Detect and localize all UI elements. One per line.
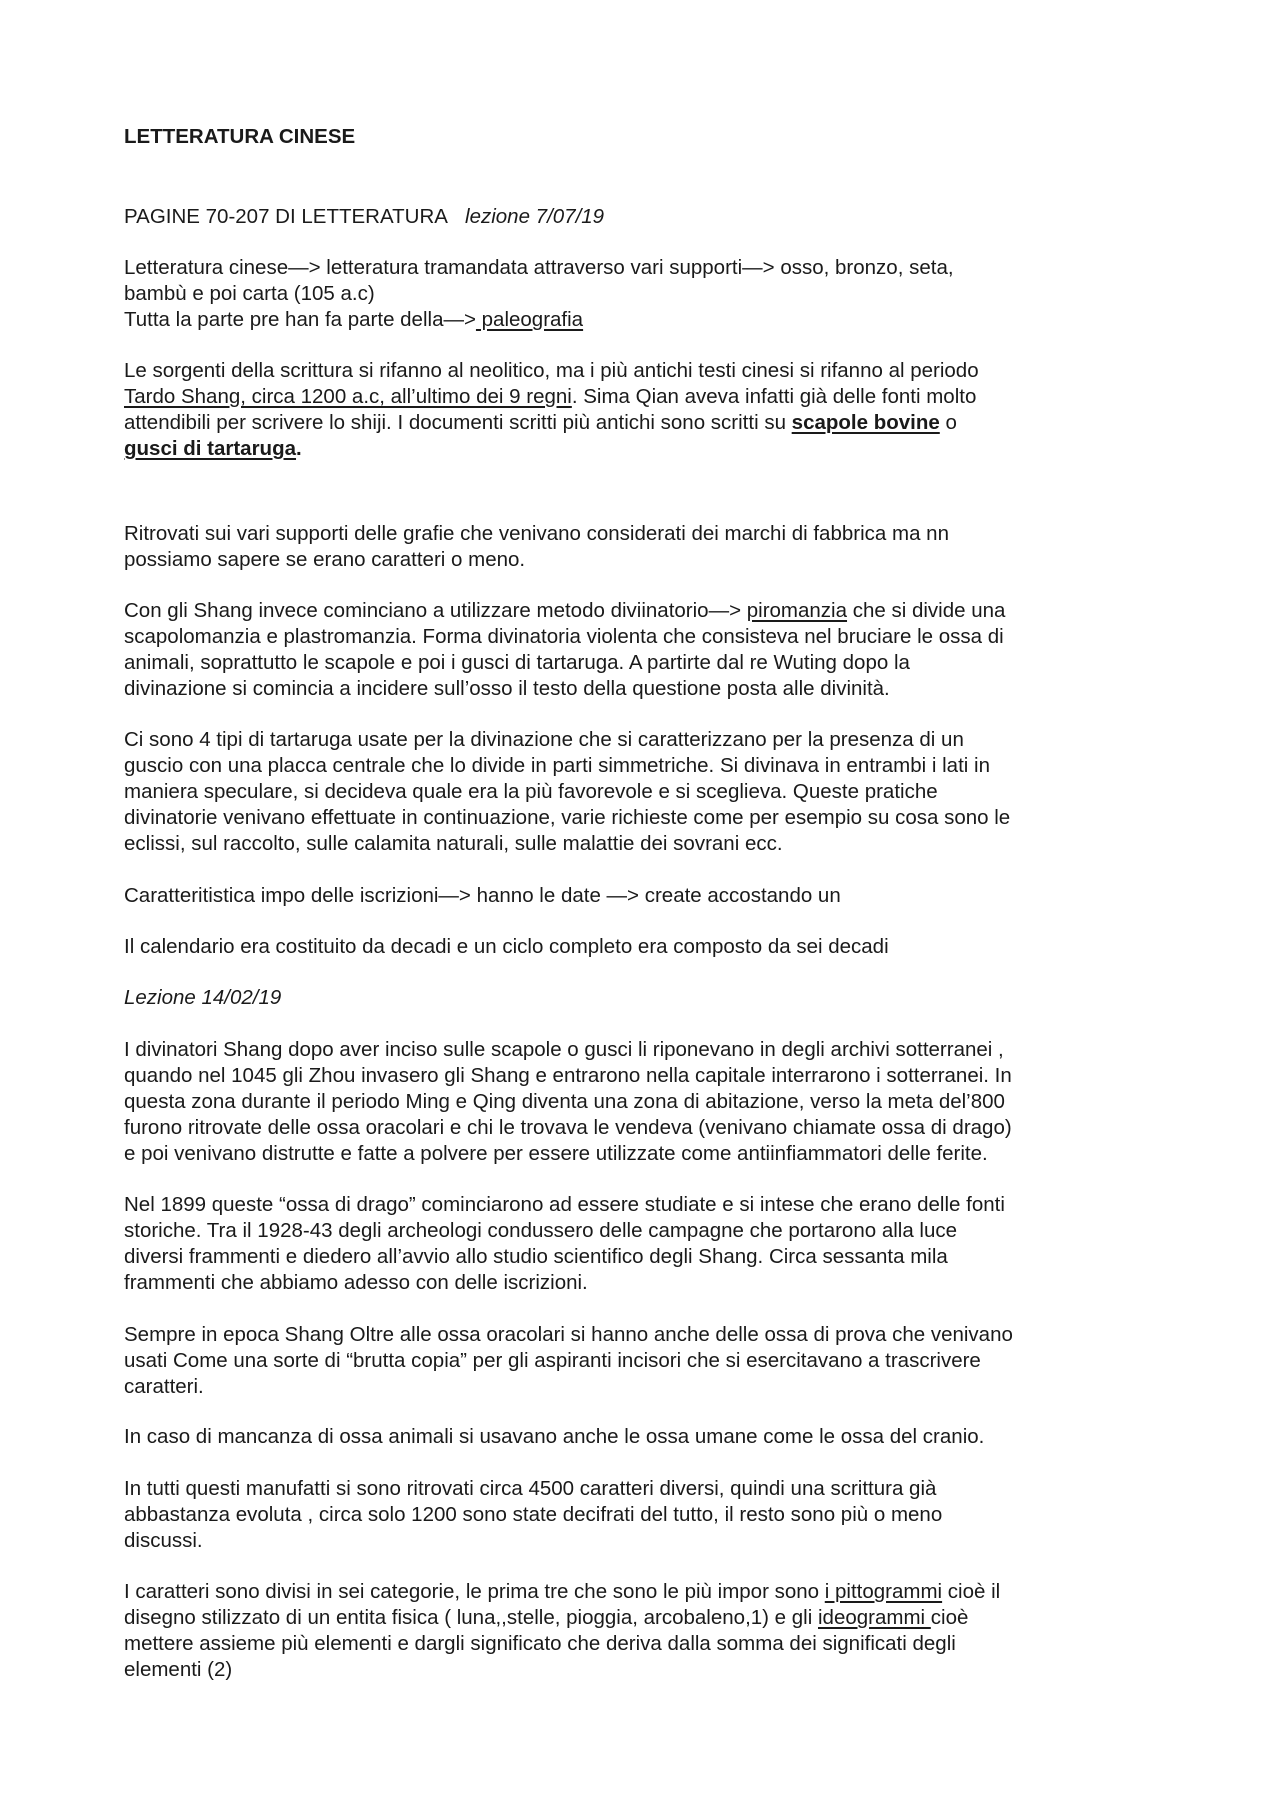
paragraph-9: Nel 1899 queste “ossa di drago” cominciarono ad essere studiate e si intese che erano delle fonti storiche. Tra il 1928-43 degli archeologi condussero delle campagne che portarono alla luce diversi frammenti e diedero all’avvio allo studio scientifico degli Shang. Circa sessanta mila frammenti che abbiamo adesso con delle iscrizioni. xyxy=(124,1193,1005,1294)
paragraph-7: Il calendario era costituito da decadi e un ciclo completo era composto da sei decadi xyxy=(124,935,889,958)
lesson-heading-2: Lezione 14/02/19 xyxy=(124,986,282,1009)
paleografia-underlined: paleografia xyxy=(475,308,584,331)
piromanzia-underlined: piromanzia xyxy=(746,599,848,622)
gusci-tartaruga-emphasis: gusci di tartaruga xyxy=(124,437,297,460)
ideogrammi-underlined: ideogrammi xyxy=(818,1606,931,1629)
paragraph-3: Ritrovati sui vari supporti delle grafie che venivano considerati dei marchi di fabbrica ma nn possiamo sapere se erano caratteri o meno. xyxy=(124,522,949,571)
paragraph-8: I divinatori Shang dopo aver inciso sulle scapole o gusci li riponevano in degli archivi sotterranei , quando nel 1045 gli Zhou invasero gli Shang e entrarono nella capitale interrarono i sotterranei. In questa zona durante il periodo Ming e Qing diventa una zona di abitazione, verso la meta del’800 furono ritrovate delle ossa oracolari e chi le trovava le vendeva (venivano chiamate ossa di drago) e poi venivano distrutte e fatte a polvere per essere utilizzate come antiinfiammatori delle ferite. xyxy=(124,1038,1012,1165)
paragraph-2: Le sorgenti della scrittura si rifanno al neolitico, ma i più antichi testi cinesi si rifanno al periodo Tardo Shang, circa 1200 a.c, all’ultimo dei 9 regni. Sima Qian aveva infatti già delle fonti molto attendibili per scrivere lo shiji. I documenti scritti più antichi sono scritti su scapole bovine o gusci di tartaruga. xyxy=(124,359,979,460)
paragraph-1: Letteratura cinese—> letteratura tramandata attraverso vari supporti—> osso, bronzo, seta, bambù e poi carta (105 a.c) Tutta la parte pre han fa parte della—> paleografia xyxy=(124,256,954,331)
paragraph-10: Sempre in epoca Shang Oltre alle ossa oracolari si hanno anche delle ossa di prova che venivano usati Come una sorte di “brutta copia” per gli aspiranti incisori che si esercitavano a trascrivere caratteri. xyxy=(124,1323,1013,1398)
paragraph-6: Caratteritistica impo delle iscrizioni—> hanno le date —> create accostando un xyxy=(124,884,841,907)
paragraph-5: Ci sono 4 tipi di tartaruga usate per la divinazione che si caratterizzano per la presenza di un guscio con una placca centrale che lo divide in parti simmetriche. Si divinava in entrambi i lati in maniera speculare, si decideva quale era la più favorevole e si sceglieva. Queste pratiche divinatorie venivano effettuate in continuazione, varie richieste come per esempio su cosa sono le eclissi, sul raccolto, sulle calamita naturali, sulle malattie dei sovrani ecc. xyxy=(124,728,1011,855)
paragraph-13: I caratteri sono divisi in sei categorie, le prima tre che sono le più impor sono i pittogrammi cioè il disegno stilizzato di un entita fisica ( luna,,stelle, pioggia, arcobaleno,1) e gli ideogrammi cioè mettere assieme più elementi e dargli significato che deriva dalla somma dei significati degli elementi (2) xyxy=(124,1580,1001,1681)
header-line xyxy=(124,204,1174,230)
pittogrammi-underlined: i pittogrammi xyxy=(824,1580,943,1603)
paragraph-4: Con gli Shang invece cominciano a utilizzare metodo diviinatorio—> piromanzia che si divide una scapolomanzia e plastromanzia. Forma divinatoria violenta che consisteva nel bruciare le ossa di animali, soprattutto le scapole e poi i gusci di tartaruga. A partirte dal re Wuting dopo la divinazione si comincia a incidere sull’osso il testo della questione posta alle divinità. xyxy=(124,599,1006,700)
lesson-date: lezione 7/07/19 xyxy=(465,205,605,228)
paragraph-11: In caso di mancanza di ossa animali si usavano anche le ossa umane come le ossa del cranio. xyxy=(124,1425,985,1448)
tardo-shang-underlined: Tardo Shang, circa 1200 a.c, all’ultimo dei 9 regni xyxy=(124,385,572,408)
pages-range: PAGINE 70-207 DI LETTERATURA xyxy=(124,205,448,228)
document-title: LETTERATURA CINESE xyxy=(124,125,356,148)
scapole-bovine-emphasis: scapole bovine xyxy=(791,411,940,434)
paragraph-12: In tutti questi manufatti si sono ritrovati circa 4500 caratteri diversi, quindi una scrittura già abbastanza evoluta , circa solo 1200 sono state decifrati del tutto, il resto sono più o meno discussi. xyxy=(124,1477,943,1552)
